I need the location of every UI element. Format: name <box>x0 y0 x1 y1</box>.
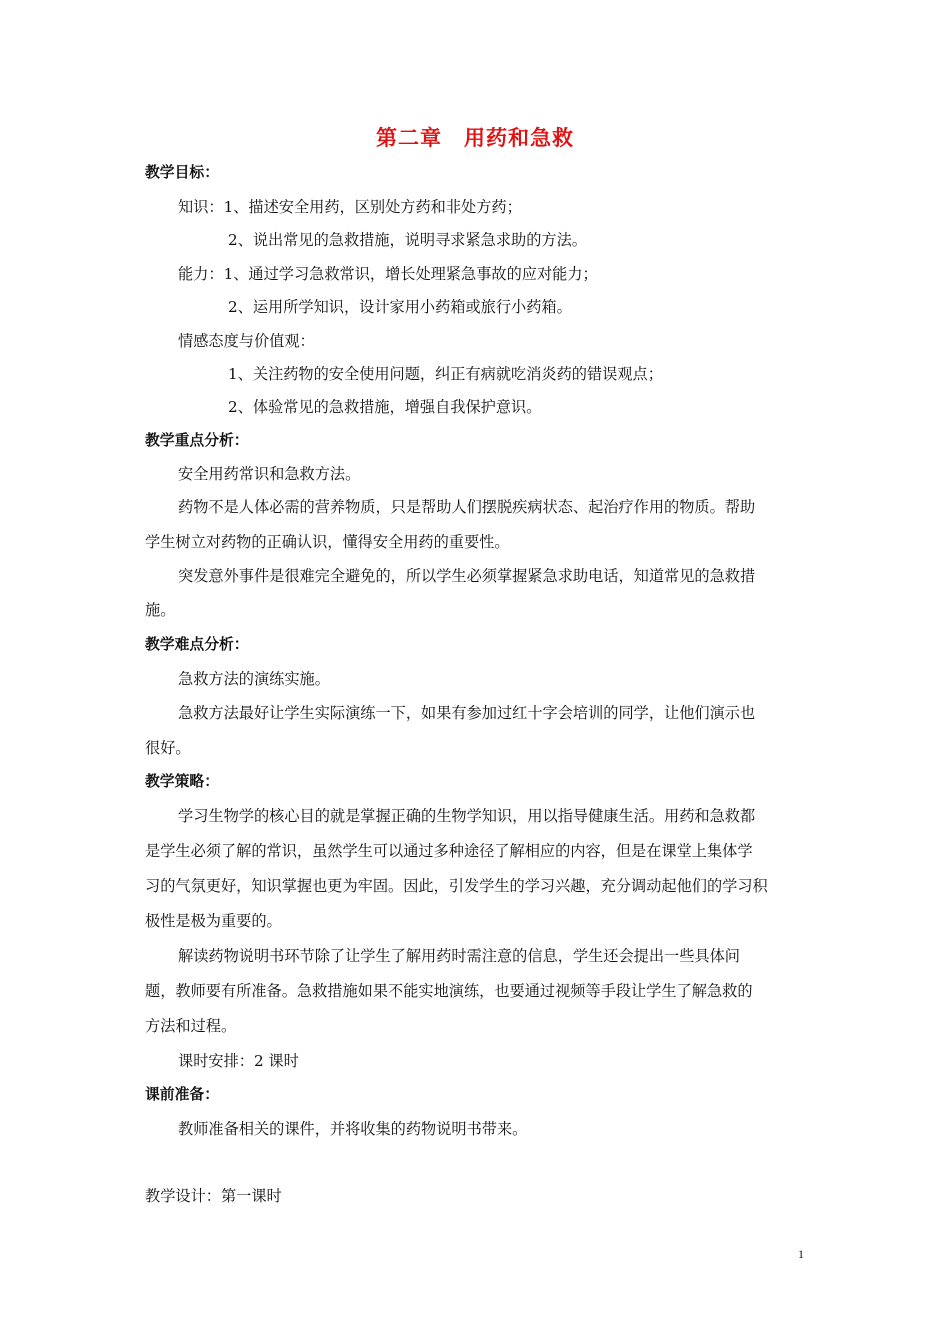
strategy-paragraph-2-line-1: 解读药物说明书环节除了让学生了解用药时需注意的信息，学生还会提出一些具体问 <box>178 947 740 965</box>
preparation-text: 教师准备相关的课件，并将收集的药物说明书带来。 <box>178 1120 528 1138</box>
page-number: 1 <box>798 1247 804 1261</box>
attitude-label: 情感态度与价值观： <box>178 332 315 350</box>
strategy-heading: 教学策略： <box>145 773 219 790</box>
strategy-paragraph-2-line-3: 方法和过程。 <box>145 1017 237 1035</box>
design-label: 教学设计：第一课时 <box>145 1187 282 1205</box>
page-title: 第二章 用药和急救 <box>376 126 574 150</box>
objectives-heading: 教学目标： <box>145 164 219 181</box>
ability-item-1: 能力：1、通过学习急救常识，增长处理紧急事故的应对能力； <box>178 265 598 283</box>
knowledge-item-2: 2、说出常见的急救措施，说明寻求紧急求助的方法。 <box>228 231 587 249</box>
attitude-item-2: 2、体验常见的急救措施，增强自我保护意识。 <box>228 398 542 416</box>
strategy-paragraph-2-line-2: 题，教师要有所准备。急救措施如果不能实地演练，也要通过视频等手段让学生了解急救的 <box>145 982 753 1000</box>
key-points-paragraph-2-line-1: 突发意外事件是很难完全避免的，所以学生必须掌握紧急求助电话，知道常见的急救措 <box>178 567 756 585</box>
difficulties-paragraph-line-2: 很好。 <box>145 739 191 757</box>
strategy-paragraph-1-line-1: 学习生物学的核心目的就是掌握正确的生物学知识，用以指导健康生活。用药和急救都 <box>178 807 756 825</box>
strategy-paragraph-1-line-3: 习的气氛更好，知识掌握也更为牢固。因此，引发学生的学习兴趣，充分调动起他们的学习积 <box>145 877 768 895</box>
ability-item-2: 2、运用所学知识，设计家用小药箱或旅行小药箱。 <box>228 298 572 316</box>
difficulties-heading: 教学难点分析： <box>145 636 249 653</box>
difficulties-paragraph-line-1: 急救方法最好让学生实际演练一下，如果有参加过红十字会培训的同学，让他们演示也 <box>178 704 756 722</box>
strategy-paragraph-1-line-2: 是学生必须了解的常识，虽然学生可以通过多种途径了解相应的内容，但是在课堂上集体学 <box>145 842 753 860</box>
key-points-paragraph-2-line-2: 施。 <box>145 601 176 619</box>
preparation-heading: 课前准备： <box>145 1086 219 1103</box>
knowledge-item-1: 知识：1、描述安全用药，区别处方药和非处方药； <box>178 198 522 216</box>
attitude-item-1: 1、关注药物的安全使用问题，纠正有病就吃消炎药的错误观点； <box>228 365 663 383</box>
difficulties-summary: 急救方法的演练实施。 <box>178 670 330 688</box>
schedule-text: 课时安排：2 课时 <box>178 1052 299 1070</box>
key-points-paragraph-1-line-1: 药物不是人体必需的营养物质，只是帮助人们摆脱疾病状态、起治疗作用的物质。帮助 <box>178 498 756 516</box>
key-points-paragraph-1-line-2: 学生树立对药物的正确认识，懂得安全用药的重要性。 <box>145 533 510 551</box>
key-points-heading: 教学重点分析： <box>145 432 249 449</box>
strategy-paragraph-1-line-4: 极性是极为重要的。 <box>145 912 282 930</box>
key-points-summary: 安全用药常识和急救方法。 <box>178 465 361 483</box>
